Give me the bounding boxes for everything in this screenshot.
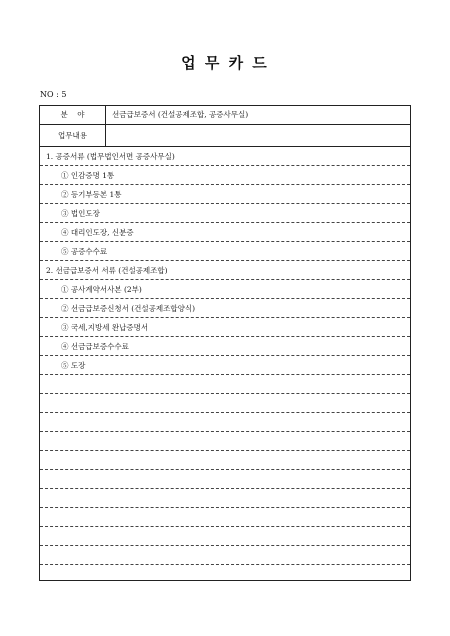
ruled-line: [40, 298, 410, 299]
section-heading: 1. 공증서류 (법무법인서면 공증사무실): [46, 152, 175, 161]
ruled-line: [40, 469, 410, 470]
field-label: 분 야: [40, 106, 106, 124]
field-row: [40, 106, 410, 125]
page-title: 업 무 카 드: [181, 54, 269, 72]
field-value: 선금급보증서 (건설공제조합, 공증사무실): [112, 110, 249, 119]
ruled-line: [40, 526, 410, 527]
ruled-line: [40, 260, 410, 261]
list-item: ② 등기부등본 1통: [61, 190, 122, 199]
list-item: ② 선금급보증신청서 (건설공제조합양식): [61, 304, 196, 313]
list-item: ③ 국세,지방세 완납증명서: [61, 323, 149, 332]
list-item: ④ 대리인도장, 신분증: [61, 228, 134, 237]
list-item: ① 공사계약서사본 (2부): [61, 285, 142, 294]
ruled-line: [40, 431, 410, 432]
list-item: ① 인감증명 1통: [61, 171, 115, 180]
ruled-line: [40, 412, 410, 413]
ruled-line: [40, 393, 410, 394]
ruled-line: [40, 317, 410, 318]
document-number: NO : 5: [40, 90, 67, 99]
list-item: ③ 법인도장: [61, 209, 100, 218]
content-row: [40, 125, 410, 147]
ruled-line: [40, 222, 410, 223]
ruled-line: [40, 241, 410, 242]
ruled-line: [40, 184, 410, 185]
list-item: ④ 선금급보증수수료: [61, 342, 129, 351]
ruled-line: [40, 336, 410, 337]
content-label: 업무내용: [40, 125, 106, 146]
list-item: ⑤ 공증수수료: [61, 247, 108, 256]
section-heading: 2. 선금급보증서 서류 (건설공제조합): [46, 266, 168, 275]
ruled-line: [40, 488, 410, 489]
work-card: [39, 105, 411, 581]
ruled-line: [40, 507, 410, 508]
list-item: ⑤ 도장: [61, 361, 86, 370]
ruled-line: [40, 355, 410, 356]
ruled-line: [40, 545, 410, 546]
ruled-line: [40, 165, 410, 166]
ruled-line: [40, 279, 410, 280]
ruled-line: [40, 203, 410, 204]
ruled-line: [40, 374, 410, 375]
ruled-line: [40, 564, 410, 565]
ruled-line: [40, 450, 410, 451]
